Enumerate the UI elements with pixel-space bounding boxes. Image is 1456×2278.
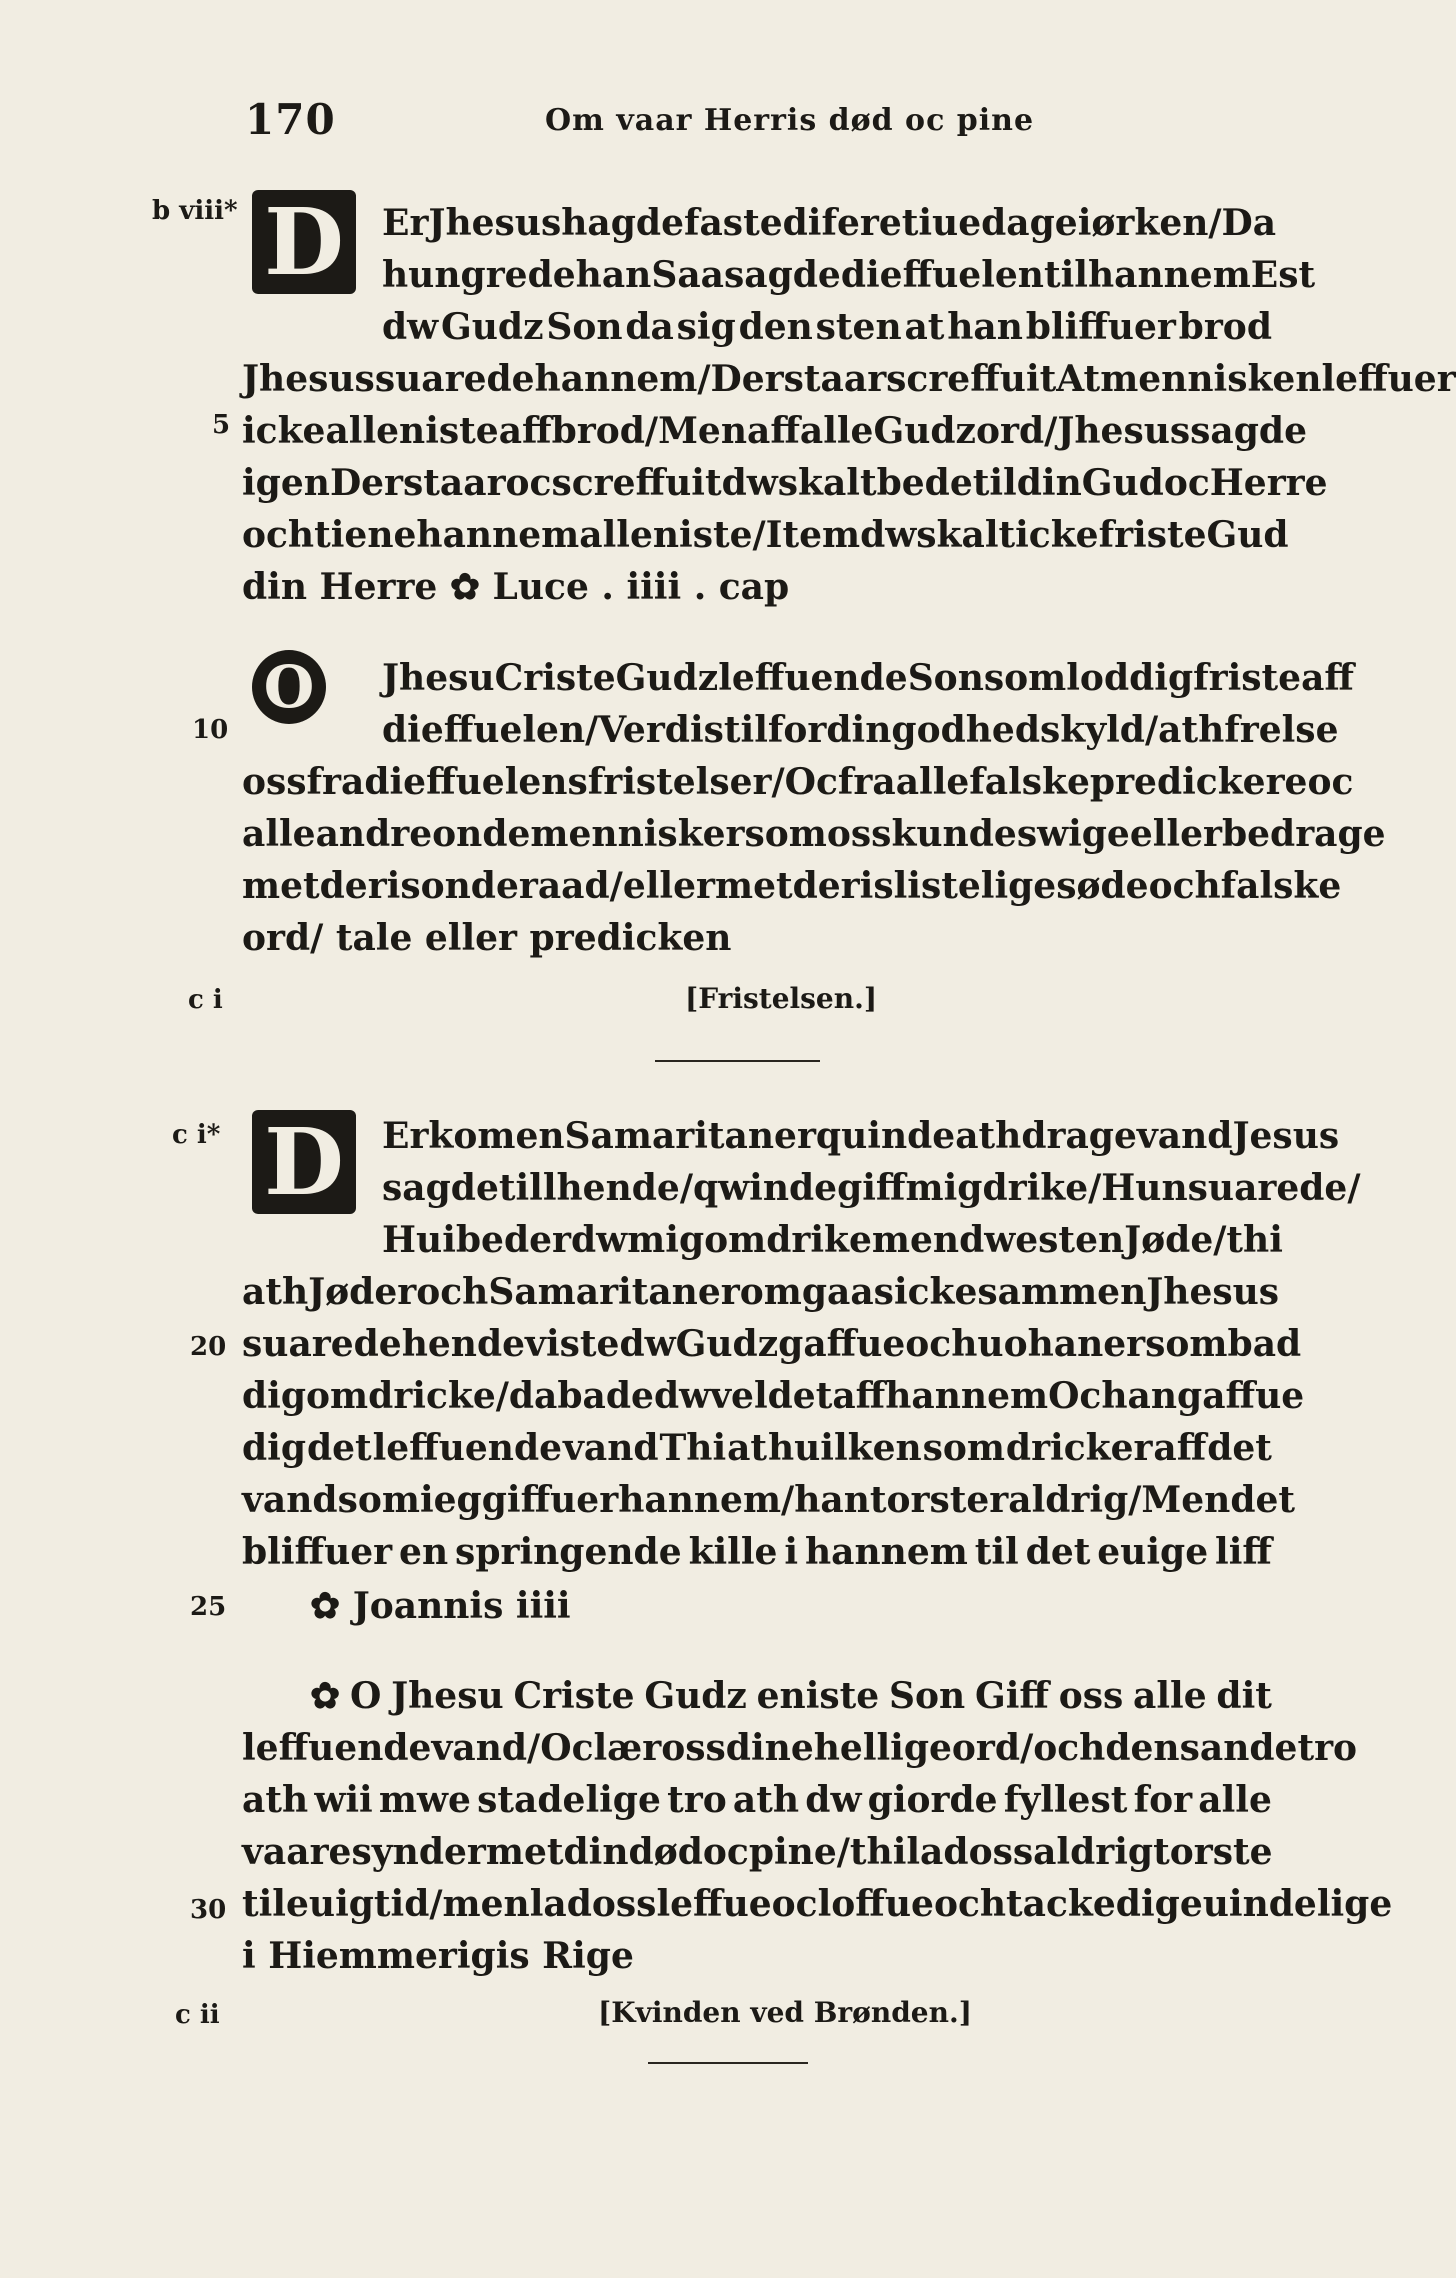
drop-cap-initial: D xyxy=(252,190,356,294)
text-line: och tiene hannem all eniste/ Item dw skalt icke friste Gud xyxy=(242,514,1289,556)
section-divider xyxy=(648,2062,808,2064)
caption-note: [Fristelsen.] xyxy=(685,982,878,1015)
text-line: sagde till hende/ qwinde giff mig drike/ Hun suarede/ xyxy=(382,1167,1361,1209)
text-line: Er kom en Samaritaner quinde ath drage vand Jesus xyxy=(382,1115,1340,1157)
caption-note: [Kvinden ved Brønden.] xyxy=(598,1996,972,2029)
margin-signature: c ii xyxy=(175,2000,220,2030)
margin-line-number: 20 xyxy=(190,1332,227,1362)
text-line: ath Jøder och Samaritaner omgaas icke sammen Jhesus xyxy=(242,1271,1280,1313)
section-divider xyxy=(655,1060,820,1062)
text-line: leffuende vand/ Oc lær oss dine hellige ord/ och den sande tro xyxy=(242,1727,1358,1769)
text-line: Jhesu Criste Gudz leffuende Son som lod dig friste aff xyxy=(382,657,1354,699)
text-line: ath wii mwe stadelige tro ath dw giorde fyllest for alle xyxy=(242,1779,1272,1821)
margin-signature: c i xyxy=(188,985,223,1015)
drop-cap-initial: O xyxy=(252,650,326,724)
margin-signature: b viii* xyxy=(152,196,238,226)
text-line: dw Gudz Son da sig den sten at han bliffuer brod xyxy=(382,306,1272,348)
text-line: suarede hende viste dw Gudz gaffue oc huo han er som bad xyxy=(242,1323,1302,1365)
text-line: met deris onde raad/ eller met deris listelige søde och falske xyxy=(242,865,1342,907)
text-line: ord/ tale eller predicken xyxy=(242,917,732,959)
text-line: Jhesus suarede hannem/ Der staar screffuit At menniskenleffuer xyxy=(242,358,1456,400)
page-number: 170 xyxy=(245,95,336,144)
text-line: ✿ Joannis iiii xyxy=(310,1585,571,1627)
text-line: Hui beder dw mig om drike men dw est en Jøde/ thi xyxy=(382,1219,1283,1261)
text-line: bliffuer en springende kille i hannem til det euige liff xyxy=(242,1531,1272,1573)
margin-signature: c i* xyxy=(172,1120,221,1150)
text-line: hungrede han Saa sagde dieffuelen til hannem Est xyxy=(382,254,1316,296)
margin-line-number: 30 xyxy=(190,1895,227,1925)
margin-line-number: 10 xyxy=(192,715,229,745)
text-line: alle andre onde mennisker som oss kunde swige eller bedrage xyxy=(242,813,1386,855)
text-line: dig om dricke/ da bade dw vel det aff hannem Oc han gaffue xyxy=(242,1375,1305,1417)
drop-cap-initial: D xyxy=(252,1110,356,1214)
text-line: vand som ieg giffuer hannem/ han torster aldrig/ Men det xyxy=(242,1479,1296,1521)
page-header xyxy=(245,95,1275,145)
text-line: icke all eniste aff brod/ Men aff alle Gudz ord/ Jhesus sagde xyxy=(242,410,1307,452)
text-line: dig det leffuende vand Thi at huilken som dricker aff det xyxy=(242,1427,1272,1469)
text-line: oss fra dieffuelens fristelser/ Oc fra alle falske predickere oc xyxy=(242,761,1354,803)
text-line: dieffuelen/ Verdis til for din godhed skyld/ ath frelse xyxy=(382,709,1339,751)
text-line: ✿ O Jhesu Criste Gudz eniste Son Giff oss alle dit xyxy=(310,1675,1272,1717)
text-line: vaare synder met din død oc pine/ thi lad oss aldrig torste xyxy=(242,1831,1273,1873)
margin-line-number: 5 xyxy=(212,410,231,440)
text-line: til euig tid/ men lad oss leffue oc loffue och tacke dig euindelige xyxy=(242,1883,1393,1925)
text-line: Er Jhesus hagde fasted i feretiue dage i ørken/ Da xyxy=(382,202,1277,244)
text-line: igen Der staar oc screffuit dw skalt bede til din Gud oc Herre xyxy=(242,462,1328,504)
text-line: din Herre ✿ Luce . iiii . cap xyxy=(242,566,790,608)
text-line: i Hiemmerigis Rige xyxy=(242,1935,634,1977)
margin-line-number: 25 xyxy=(190,1592,227,1622)
running-head: Om vaar Herris død oc pine xyxy=(545,103,1035,138)
